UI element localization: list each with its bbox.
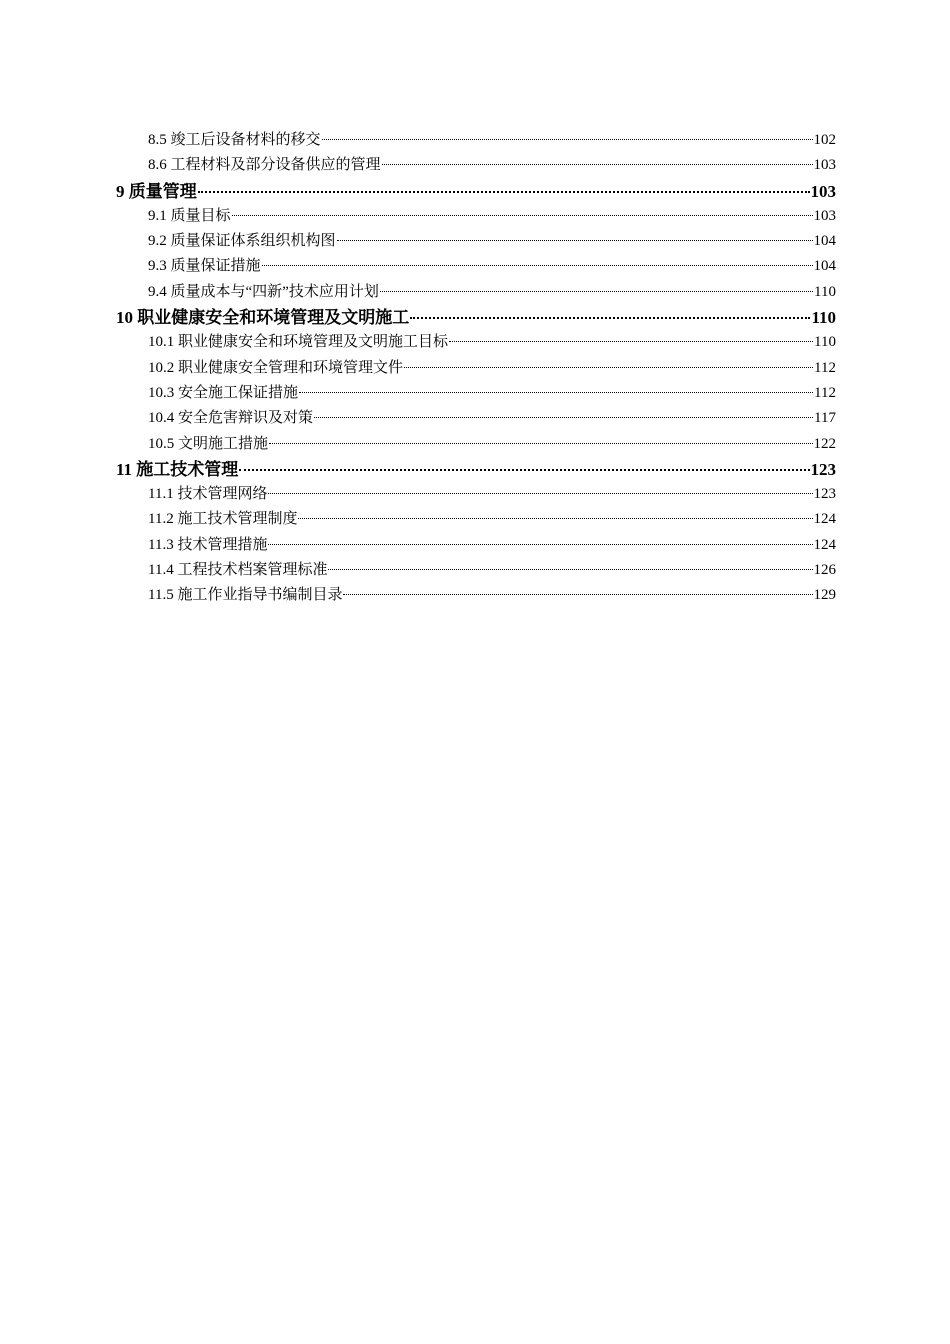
toc-page-number: 104: [813, 258, 836, 275]
toc-chapter-entry[interactable]: [116, 179, 836, 204]
toc-page-number: 124: [813, 511, 836, 528]
toc-entry-title: 11.3 技术管理措施: [148, 536, 268, 553]
toc-chapter-title: 10 职业健康安全和环境管理及文明施工: [116, 308, 410, 328]
toc-page-number: 124: [813, 536, 836, 553]
toc-dot-leader: [380, 291, 813, 292]
toc-entry[interactable]: [116, 432, 836, 457]
toc-page-number: 102: [813, 132, 836, 148]
toc-dot-leader: [299, 392, 813, 393]
toc-page-number: 103: [810, 181, 836, 201]
toc-entry-title: 10.5 文明施工措施: [148, 435, 269, 452]
toc-dot-leader: [328, 569, 812, 570]
toc-page-number: 110: [814, 283, 836, 300]
toc-page-number: 123: [813, 486, 836, 503]
toc-page-number: 126: [813, 562, 836, 579]
toc-entry[interactable]: [116, 204, 836, 229]
toc-dot-leader: [404, 367, 813, 368]
toc-entry-title: 10.3 安全施工保证措施: [148, 384, 299, 401]
toc-chapter-entry[interactable]: [116, 457, 836, 482]
toc-dot-leader: [382, 164, 813, 165]
toc-entry[interactable]: [116, 507, 836, 532]
toc-page-number: 122: [813, 435, 836, 452]
toc-page-number: 103: [813, 207, 836, 224]
toc-page-number: 110: [814, 334, 836, 351]
toc-dot-leader: [262, 265, 813, 266]
toc-entry[interactable]: [116, 153, 836, 178]
toc-dot-leader: [337, 240, 813, 241]
toc-entry[interactable]: [116, 254, 836, 279]
toc-entry[interactable]: [116, 533, 836, 558]
toc-page-number: 129: [813, 587, 836, 604]
toc-dot-leader: [232, 215, 813, 216]
toc-entry[interactable]: [116, 229, 836, 254]
toc-page-number: 117: [814, 410, 836, 427]
toc-entry-title: 11.2 施工技术管理制度: [148, 511, 298, 528]
toc-chapter-title: 9 质量管理: [116, 181, 197, 201]
toc-entry[interactable]: [116, 558, 836, 583]
toc-entry-title: 10.1 职业健康安全和环境管理及文明施工目标: [148, 334, 449, 351]
toc-entry[interactable]: [116, 356, 836, 381]
table-of-contents: [116, 128, 836, 609]
toc-entry-title: 11.1 技术管理网络: [148, 486, 268, 503]
toc-page-number: 110: [811, 308, 836, 328]
toc-page-number: 123: [810, 459, 836, 479]
toc-entry[interactable]: [116, 128, 836, 153]
toc-dot-leader: [449, 341, 813, 342]
toc-entry[interactable]: [116, 381, 836, 406]
toc-dot-leader: [239, 469, 809, 471]
toc-entry[interactable]: [116, 330, 836, 355]
toc-entry-title: 9.2 质量保证体系组织机构图: [148, 233, 336, 250]
toc-page-number: 112: [814, 384, 836, 401]
toc-entry[interactable]: [116, 482, 836, 507]
toc-entry-title: 10.4 安全危害辩识及对策: [148, 410, 314, 427]
toc-entry-title: 9.1 质量目标: [148, 207, 231, 224]
toc-dot-leader: [268, 493, 812, 494]
toc-page-number: 104: [813, 233, 836, 250]
toc-entry-title: 10.2 职业健康安全管理和环境管理文件: [148, 359, 404, 376]
toc-entry-title: 8.5 竣工后设备材料的移交: [148, 132, 321, 148]
toc-page-number: 112: [814, 359, 836, 376]
toc-entry[interactable]: [116, 406, 836, 431]
toc-chapter-title: 11 施工技术管理: [116, 459, 239, 479]
toc-dot-leader: [314, 417, 813, 418]
toc-dot-leader: [410, 317, 810, 319]
toc-entry-title: 11.4 工程技术档案管理标准: [148, 562, 328, 579]
toc-dot-leader: [269, 443, 812, 444]
toc-dot-leader: [268, 544, 812, 545]
toc-entry-title: 8.6 工程材料及部分设备供应的管理: [148, 157, 381, 174]
toc-entry-title: 9.3 质量保证措施: [148, 258, 261, 275]
toc-dot-leader: [298, 518, 812, 519]
toc-dot-leader: [322, 139, 813, 140]
toc-dot-leader: [198, 191, 810, 193]
toc-page-number: 103: [813, 157, 836, 174]
toc-chapter-entry[interactable]: [116, 305, 836, 330]
toc-entry[interactable]: [116, 280, 836, 305]
toc-entry-title: 9.4 质量成本与“四新”技术应用计划: [148, 283, 379, 300]
toc-entry[interactable]: [116, 583, 836, 608]
toc-dot-leader: [343, 594, 812, 595]
toc-entry-title: 11.5 施工作业指导书编制目录: [148, 587, 343, 604]
